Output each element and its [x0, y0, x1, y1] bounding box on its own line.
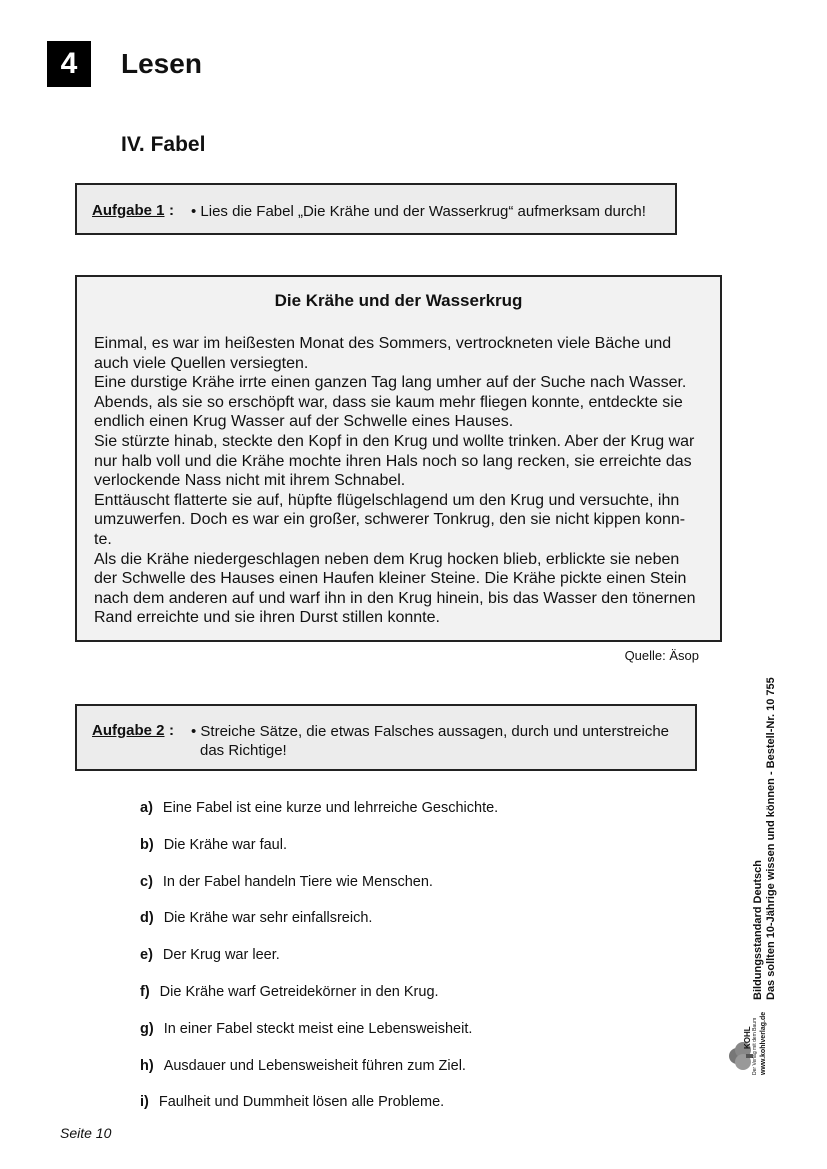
statement-item	[140, 800, 498, 816]
statement-letter: a)	[140, 800, 153, 816]
statement-text: Der Krug war leer.	[162, 947, 280, 964]
chapter-title: Lesen	[121, 48, 202, 79]
publisher-brand: KOHL	[743, 1026, 752, 1049]
task-2-box	[75, 704, 697, 771]
publisher-slogan: Der Verlag mit dem Baum	[752, 1017, 758, 1075]
statement-text: In einer Fabel steckt meist eine Lebensweisheit.	[163, 1020, 473, 1037]
statement-item	[140, 1021, 472, 1037]
fable-line: Eine durstige Krähe irrte einen ganzen Tag lang umher auf der Suche nach Wasser.	[94, 374, 687, 392]
sidebar-line-1: Bildungsstandard Deutsch	[752, 860, 764, 1000]
statement-item	[140, 984, 439, 1000]
fable-line: endlich einen Krug Wasser auf der Schwelle eines Hauses.	[94, 413, 514, 431]
task-2-line-1: • Streiche Sätze, die etwas Falsches aussagen, durch und unterstreiche	[191, 723, 670, 740]
task-1-colon: :	[169, 202, 174, 219]
statement-item	[140, 1094, 444, 1110]
statement-letter: e)	[140, 947, 153, 964]
task-2-text	[191, 722, 683, 760]
statement-item	[140, 910, 372, 926]
statement-item	[140, 874, 433, 890]
task-2-colon: :	[169, 722, 174, 739]
fable-text	[94, 334, 706, 628]
fable-line: verlockende Nass nicht mit ihrem Schnabel.	[94, 472, 406, 490]
statement-letter: d)	[140, 910, 154, 927]
statement-text: Ausdauer und Lebensweisheit führen zum Ziel.	[163, 1057, 466, 1074]
fable-line: nach dem anderen auf und warf ihn in den Krug hinein, bis das Wasser den tönernen	[94, 589, 696, 607]
fable-title: Die Krähe und der Wasserkrug	[274, 291, 523, 310]
statement-text: Faulheit und Dummheit lösen alle Probleme.	[158, 1094, 445, 1111]
task-1-box	[75, 183, 677, 235]
statement-letter: h)	[140, 1057, 154, 1074]
fable-line: Abends, als sie so erschöpft war, dass sie kaum mehr fliegen konnte, entdeckte sie	[94, 393, 683, 411]
statement-letter: c)	[140, 873, 153, 890]
task-1-text: • Lies die Fabel „Die Krähe und der Wasserkrug“ aufmerksam durch!	[191, 203, 646, 220]
statement-text: In der Fabel handeln Tiere wie Menschen.	[162, 873, 433, 890]
fable-line: Einmal, es war im heißesten Monat des Sommers, vertrockneten viele Bäche und	[94, 335, 672, 352]
fable-line: Sie stürzte hinab, steckte den Kopf in den Krug und wollte trinken. Aber der Krug war	[94, 432, 695, 450]
statement-item	[140, 947, 280, 963]
statement-item	[140, 1058, 466, 1074]
statement-letter: g)	[140, 1020, 154, 1037]
fable-line: Enttäuscht flatterte sie auf, hüpfte flügelschlagend um den Krug und versuchte, ihn	[94, 491, 680, 509]
fable-line: der Schwelle des Hauses einen Haufen kleiner Steine. Die Krähe pickte einen Stein	[94, 570, 687, 588]
statement-text: Die Krähe war faul.	[163, 836, 287, 853]
statement-letter: i)	[140, 1094, 149, 1111]
statement-letter: f)	[140, 984, 150, 1000]
fable-line: auch viele Quellen versiegten.	[94, 354, 309, 372]
statement-text: Die Krähe war sehr einfallsreich.	[163, 910, 373, 927]
statement-text: Die Krähe warf Getreidekörner in den Krug.	[159, 984, 439, 1000]
statement-text: Eine Fabel ist eine kurze und lehrreiche Geschichte.	[162, 800, 499, 816]
task-2-label: Aufgabe 2	[92, 722, 165, 739]
fable-line: te.	[94, 530, 112, 548]
page-number: Seite 10	[60, 1125, 112, 1141]
fable-box	[75, 275, 722, 642]
statement-letter: b)	[140, 836, 154, 853]
sidebar-line-2: Das sollten 10-Jährige wissen und können - Bestell-Nr. 10 755	[765, 677, 777, 1000]
fable-line: umzuwerfen. Doch es war ein großer, schwerer Tonkrug, den sie nicht kippen konn-	[94, 511, 686, 529]
fable-line: Als die Krähe niedergeschlagen neben dem Krug hocken blieb, erblickte sie neben	[94, 550, 680, 568]
publisher-url: www.kohlverlag.de	[760, 1011, 767, 1075]
task-2-line-2: das Richtige!	[200, 742, 287, 759]
sidebar-publication-info	[752, 677, 778, 1000]
fable-line: Rand erreichte und sie ihren Durst stillen konnte.	[94, 609, 440, 627]
statement-item	[140, 837, 287, 853]
chapter-number: 4	[47, 41, 91, 87]
fable-line: nur halb voll und die Krähe mochte ihren Hals noch so lang recken, sie erreichte das	[94, 452, 692, 470]
section-title: IV. Fabel	[121, 133, 206, 156]
fable-source: Quelle: Äsop	[624, 648, 699, 663]
task-1-label: Aufgabe 1	[92, 202, 165, 219]
publisher-logo	[729, 1004, 769, 1076]
